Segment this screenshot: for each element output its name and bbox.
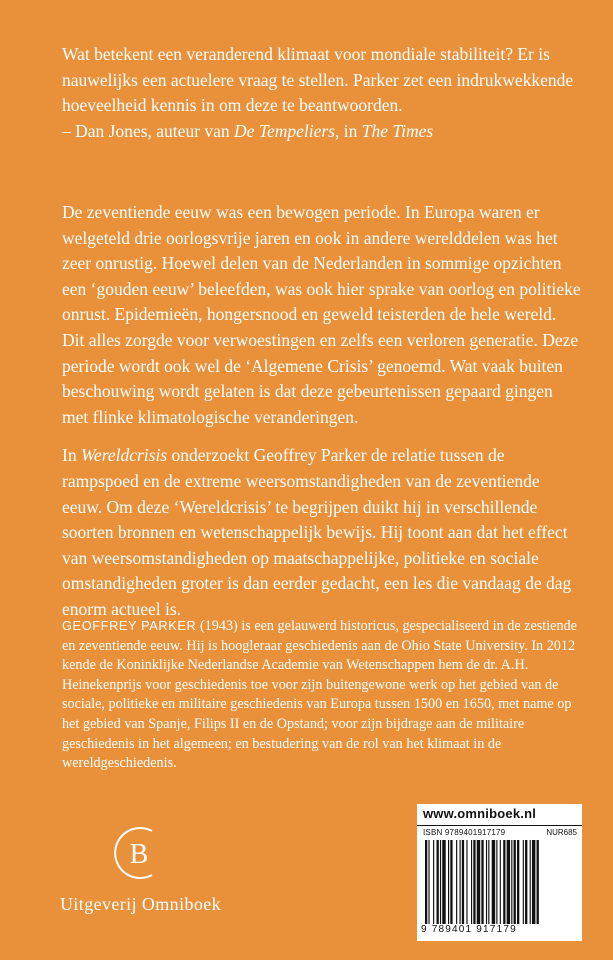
barcode-bar (532, 840, 535, 924)
barcode-bar (460, 840, 461, 924)
barcode-bar (437, 840, 439, 924)
barcode-bar (507, 840, 510, 924)
barcode-bar (471, 840, 472, 924)
attribution-book: De Tempeliers (234, 120, 335, 141)
barcode-bar (477, 840, 480, 924)
barcode-bar (450, 840, 452, 924)
barcode-bar (428, 840, 429, 924)
description-paragraph-2 (62, 443, 582, 622)
barcode-bar (433, 840, 434, 924)
description (62, 200, 582, 636)
barcode-bar (486, 840, 487, 924)
barcode-bar (425, 840, 427, 924)
book-title: Wereldcrisis (80, 445, 168, 466)
quote-text: Wat betekent een veranderend klimaat voor mondiale stabiliteit? Er is nauwelijks een actuelere vraag te stellen. Parker zet een indrukwekkende hoeveelheid kennis in om deze te beantwoorden. (62, 44, 574, 115)
barcode-bar (466, 840, 467, 924)
barcode-bar (462, 840, 464, 924)
barcode-bar (523, 840, 524, 924)
author-bio (62, 616, 582, 774)
quote-attribution (62, 119, 582, 145)
nur-label: NUR685 (546, 828, 577, 837)
barcode-bar (473, 840, 475, 924)
barcode-divider (417, 825, 582, 826)
isbn-label: ISBN 9789401917179 (423, 828, 506, 837)
description-paragraph-1: De zeventiende eeuw was een bewogen periode. In Europa waren er welgeteld drie oorlogsvrije jaren en ook in andere werelddelen was het zeer onrustig. Hoewel delen van de Nederlanden in sommige opzichten een ‘gouden eeuw’ beleefden, was ook hier sprake van oorlog en politieke onrust. Epidemieën, hongersnood en geweld teisterden de hele wereld. Dit alles zorgde voor verwoestingen en zelfs een verloren generatie. Deze periode wordt ook wel de ‘Algemene Crisis’ genoemd. Wat vaak buiten beschouwing wordt gelaten is dat deze gebeurtenissen gepaard gingen met flinke klimatologische veranderingen. (62, 202, 581, 427)
barcode-bar (492, 840, 495, 924)
paragraph2-prefix: In (62, 445, 81, 466)
publisher-emblem-letter: B (129, 839, 149, 870)
publisher-emblem-icon (108, 822, 170, 884)
attribution-prefix: – Dan Jones, auteur van (62, 120, 235, 141)
barcode-bar (503, 840, 505, 924)
paragraph2-rest: onderzoekt Geoffrey Parker de relatie tussen de rampspoed en de extreme weersomstandigheden van de zeventiende eeuw. Om deze ‘Wereldcrisis’ te begrijpen duikt hij in verschillende soorten bronnen en wetenschappelijk bewijs. Hij toont aan dat het effect van weersomstandigheden op maatschappelijke, politieke en sociale omstandigheden groter is dan eerder gedacht, een les die vandaag de dag enorm actueel is. (62, 445, 572, 619)
barcode-bar (517, 840, 519, 924)
barcode-panel (417, 804, 582, 941)
author-name: GEOFFREY PARKER (62, 618, 197, 633)
blurb-quote (62, 42, 582, 144)
barcode-bar (496, 840, 497, 924)
barcode-digits: 9 789401 917179 (421, 924, 517, 935)
author-bio-text: (1943) is een gelauwerd historicus, gespecialiseerd in de zestiende en zeventiende eeuw. Hij is hoogleraar geschiedenis aan de Ohio State University. In 2012 kende de Koninklijke Nederlandse Academie van Wetenschappen hem de dr. A.H. Heinekenprijs voor geschiedenis toe voor zijn buitengewone werk op het gebied van de sociale, politieke en militaire geschiedenis van Europa tussen 1500 en 1650, met name op het gebied van Spanje, Filips II en de Opstand; voor zijn bijdrage aan de militaire geschiedenis in het algemeen; en bestudering van de rol van het klimaat in de wereldgeschiedenis. (62, 618, 577, 772)
barcode-bar (511, 840, 512, 924)
barcode-bar (500, 840, 501, 924)
barcode-bar (525, 840, 527, 924)
barcode-bar (514, 840, 516, 924)
barcode-bar (530, 840, 531, 924)
attribution-source: The Times (361, 120, 434, 141)
barcode-bar (488, 840, 489, 924)
publisher-name: Uitgeverij Omniboek (60, 894, 222, 914)
barcode-bar (442, 840, 445, 924)
barcode-bar (537, 840, 539, 924)
attribution-mid: , in (335, 120, 362, 141)
barcode-bar (481, 840, 483, 924)
barcode-bar (440, 840, 441, 924)
publisher-url: www.omniboek.nl (423, 806, 537, 821)
barcode-bar (448, 840, 449, 924)
barcode-bar (456, 840, 457, 924)
barcode-icon (425, 840, 575, 924)
